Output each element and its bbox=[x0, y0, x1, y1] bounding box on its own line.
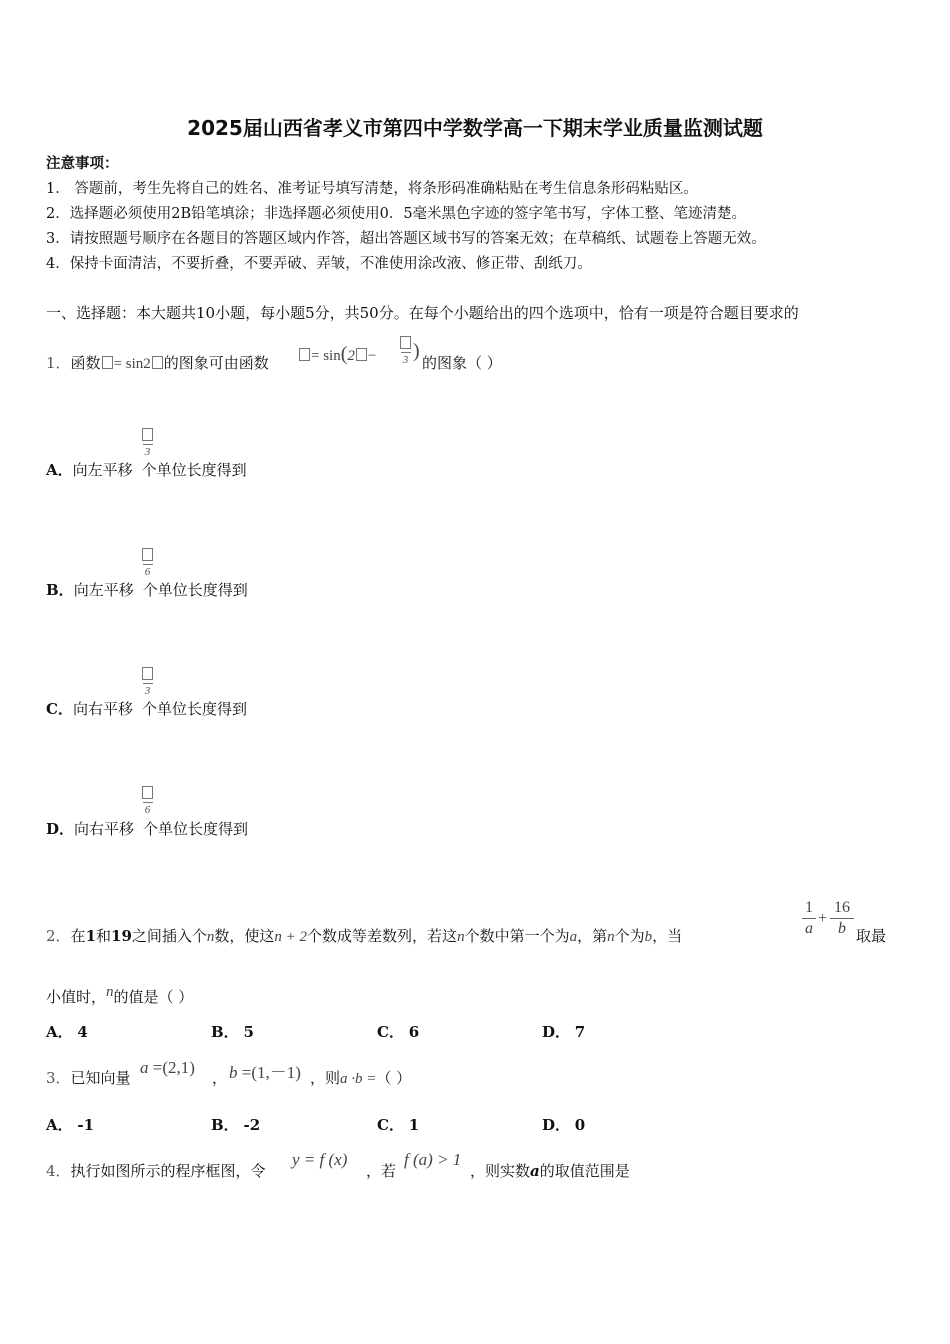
formula-fa-gt-1: f (a) > 1 bbox=[404, 1150, 462, 1169]
option-d[interactable]: D． 0 bbox=[542, 1116, 586, 1134]
q1-formula: = sin(2 − bbox=[298, 343, 376, 366]
option-b[interactable]: B． -2 bbox=[211, 1116, 261, 1134]
page-title: 2025届山西省孝义市第四中学数学高一下期末学业质量监测试题 bbox=[187, 116, 763, 140]
option-d[interactable]: D． 7 bbox=[542, 1023, 586, 1041]
option-d[interactable]: D．向右平移 个单位长度得到 bbox=[46, 820, 249, 838]
fraction-pi-over-6: 6 bbox=[141, 786, 154, 816]
fraction-pi-over-6: 6 bbox=[141, 548, 154, 578]
fraction-16-over-b: 16 b bbox=[830, 899, 854, 938]
fraction-pi-over-3: 3 bbox=[399, 336, 412, 366]
plus-sign: + bbox=[818, 910, 828, 927]
vector-b: b =(1,－1) bbox=[229, 1063, 301, 1082]
fraction-1-over-a: 1 a bbox=[802, 899, 816, 938]
q3-tail: ，则a ·b =（ ） bbox=[310, 1069, 412, 1087]
note-item: 4．保持卡面清洁，不要折叠，不要弄破、弄皱，不准使用涂改液、修正带、刮纸刀。 bbox=[46, 256, 592, 272]
section-heading: 一、选择题：本大题共10小题，每小题5分，共50分。在每个小题给出的四个选项中，恰有一项是符合题目要求的 bbox=[46, 304, 799, 322]
option-b[interactable]: B．向左平移 个单位长度得到 bbox=[46, 581, 248, 599]
q4-tail: ，则实数a的取值范围是 bbox=[470, 1162, 630, 1180]
placeholder-glyph-icon bbox=[152, 356, 163, 369]
q1-tail: 的图象（ ） bbox=[422, 354, 502, 372]
notes-heading: 注意事项： bbox=[46, 155, 119, 172]
option-b[interactable]: B． 5 bbox=[211, 1023, 254, 1041]
question-2: 2．在1和19之间插入个n数，使这n + 2个数成等差数列，若这n个数中第一个为a，第n个为b，当 bbox=[46, 927, 683, 945]
note-item: 2．选择题必须使用2B铅笔填涂；非选择题必须使用0．5毫米黑色字迹的签字笔书写，字体工整、笔迹清楚。 bbox=[46, 206, 747, 222]
question-number: 1． bbox=[46, 354, 71, 372]
vector-a: a =(2,1) bbox=[140, 1058, 195, 1077]
option-c[interactable]: C． 6 bbox=[377, 1023, 420, 1041]
option-a[interactable]: A． -1 bbox=[46, 1116, 95, 1134]
note-item: 1． 答题前，考生先将自己的姓名、准考证号填写清楚，将条形码准确粘贴在考生信息条形码粘贴区。 bbox=[46, 181, 698, 197]
q2-tail: 取最 bbox=[856, 927, 887, 945]
question-4: 4．执行如图所示的程序框图，令 bbox=[46, 1162, 266, 1180]
formula-y-eq-fx: y = f (x) bbox=[292, 1150, 348, 1169]
option-c[interactable]: C． 1 bbox=[377, 1116, 420, 1134]
placeholder-glyph-icon bbox=[102, 356, 113, 369]
option-a[interactable]: A．向左平移 个单位长度得到 bbox=[46, 461, 247, 479]
note-item: 3．请按照题号顺序在各题目的答题区域内作答，超出答题区域书写的答案无效；在草稿纸、试题卷上答题无效。 bbox=[46, 231, 766, 247]
q4-mid: ，若 bbox=[366, 1162, 397, 1180]
question-2-line2: 小值时，n的值是（ ） bbox=[46, 984, 194, 1006]
fraction-pi-over-3: 3 bbox=[141, 428, 154, 458]
option-a[interactable]: A． 4 bbox=[46, 1023, 88, 1041]
paren-close: ) bbox=[413, 340, 420, 362]
option-c[interactable]: C．向右平移 个单位长度得到 bbox=[46, 700, 247, 718]
comma: ， bbox=[212, 1069, 228, 1087]
question-1: 1．函数 = sin2 的图象可由函数 bbox=[46, 354, 269, 372]
fraction-pi-over-3: 3 bbox=[141, 667, 154, 697]
question-3: 3．已知向量 bbox=[46, 1069, 131, 1087]
